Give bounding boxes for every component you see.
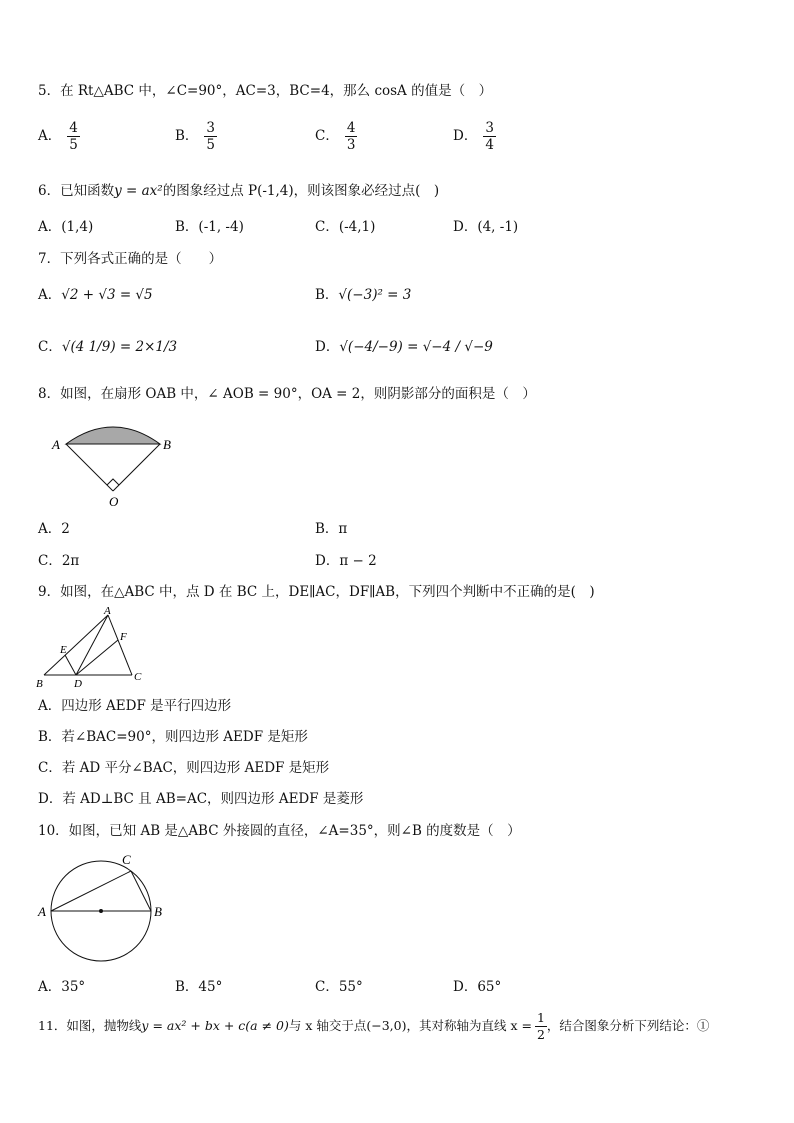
option-label: C． — [315, 128, 339, 144]
q9-option-a[interactable]: A．四边形 AEDF 是平行四边形 — [38, 698, 232, 714]
q6-option-b[interactable]: B．(-1, -4) — [175, 219, 244, 235]
label-a: A — [38, 904, 46, 919]
q5-option-d[interactable] — [453, 120, 496, 153]
label-c: C — [134, 671, 142, 683]
q8-option-d[interactable]: D．π − 2 — [315, 553, 377, 569]
q6-stem: 6．已知函数y = ax²的图象经过点 P(-1,4)，则该图象必经过点( ) — [38, 183, 440, 199]
option-label: B． — [175, 128, 199, 144]
label-d: D — [74, 678, 82, 690]
fraction: $\frac{4}{5}$ — [69, 120, 78, 153]
q5-option-b[interactable] — [175, 120, 217, 153]
q5-option-a[interactable] — [38, 120, 80, 153]
axis-fraction: $\frac{1}{2}$ — [536, 1010, 545, 1042]
label-a: A — [104, 605, 111, 617]
fraction: $\frac{3}{5}$ — [206, 120, 216, 153]
q9-option-d[interactable]: D．若 AD⊥BC 且 AB=AC，则四边形 AEDF 是菱形 — [38, 791, 364, 807]
label-b: B — [36, 678, 43, 690]
q11-stem: 11．如图，抛物线y = ax² + bx + c(a ≠ 0)与 x 轴交于点(−3,0)，其对称轴为直线 x = $\frac{1}{2}$ ，结合图象分析下列结论：① — [38, 1010, 710, 1042]
radius-oa — [66, 444, 113, 491]
chord-bc — [131, 871, 151, 911]
q8-option-a[interactable]: A．2 — [38, 521, 70, 537]
q6-option-a[interactable]: A．(1,4) — [38, 219, 94, 235]
label-b: B — [163, 437, 171, 452]
q9-option-b[interactable]: B．若∠BAC=90°，则四边形 AEDF 是矩形 — [38, 729, 308, 745]
q9-option-c[interactable]: C．若 AD 平分∠BAC，则四边形 AEDF 是矩形 — [38, 760, 330, 776]
q9-triangle-figure — [34, 603, 154, 691]
label-c: C — [122, 852, 131, 867]
q5-option-c[interactable] — [315, 120, 357, 153]
q10-option-b[interactable]: B．45° — [175, 979, 223, 995]
q10-stem: 10．如图，已知 AB 是△ABC 外接圆的直径，∠A=35°，则∠B 的度数是（ ） — [38, 823, 521, 839]
q8-option-c[interactable]: C．2π — [38, 553, 80, 569]
q5-stem: 5．在 Rt△ABC 中，∠C=90°，AC=3，BC=4，那么 cosA 的值是（ ） — [38, 83, 493, 99]
label-e: E — [60, 644, 67, 656]
label-o: O — [109, 494, 119, 509]
q9-stem: 9．如图，在△ABC 中，点 D 在 BC 上，DE∥AC，DF∥AB，下列四个判断中不正确的是( ) — [38, 584, 595, 600]
right-angle-mark — [107, 479, 119, 485]
label-f: F — [120, 631, 127, 643]
option-label: A． — [38, 128, 62, 144]
side-ab — [44, 615, 108, 675]
q6-option-c[interactable]: C．(-4,1) — [315, 219, 376, 235]
q6-option-d[interactable]: D．(4, -1) — [453, 219, 519, 235]
q10-circle-figure — [34, 848, 174, 968]
chord-ac — [51, 871, 131, 911]
q7-option-d[interactable]: D．√(−4/−9) = √−4 / √−9 — [315, 339, 493, 355]
q8-sector-figure — [40, 412, 190, 512]
fraction: $\frac{4}{3}$ — [346, 120, 356, 153]
q10-option-d[interactable]: D．65° — [453, 979, 502, 995]
segment-ad — [76, 615, 108, 675]
segment-de — [65, 655, 76, 675]
q7-option-a[interactable]: A．√2 + √3 = √5 — [38, 287, 153, 303]
function-expression: y = ax² — [114, 183, 163, 199]
q7-option-b[interactable]: B．√(−3)² = 3 — [315, 287, 412, 303]
fraction: $\frac{3}{4}$ — [485, 120, 494, 153]
option-label: D． — [453, 128, 478, 144]
q7-stem: 7．下列各式正确的是（ ） — [38, 251, 223, 267]
segment-df — [76, 640, 118, 675]
label-b: B — [154, 904, 162, 919]
q8-stem: 8．如图，在扇形 OAB 中，∠ AOB = 90°，OA = 2，则阴影部分的面积是（ ） — [38, 386, 536, 402]
label-a: A — [52, 437, 60, 452]
parabola-expression: y = ax² + bx + c(a ≠ 0) — [141, 1018, 289, 1033]
q8-option-b[interactable]: B．π — [315, 521, 348, 537]
shaded-segment — [66, 427, 160, 444]
q7-option-c[interactable]: C．√(4 1/9) = 2×1/3 — [38, 339, 178, 355]
radius-ob — [113, 444, 160, 491]
q10-option-c[interactable]: C．55° — [315, 979, 363, 995]
q10-option-a[interactable]: A．35° — [38, 979, 86, 995]
center-point — [99, 909, 103, 913]
